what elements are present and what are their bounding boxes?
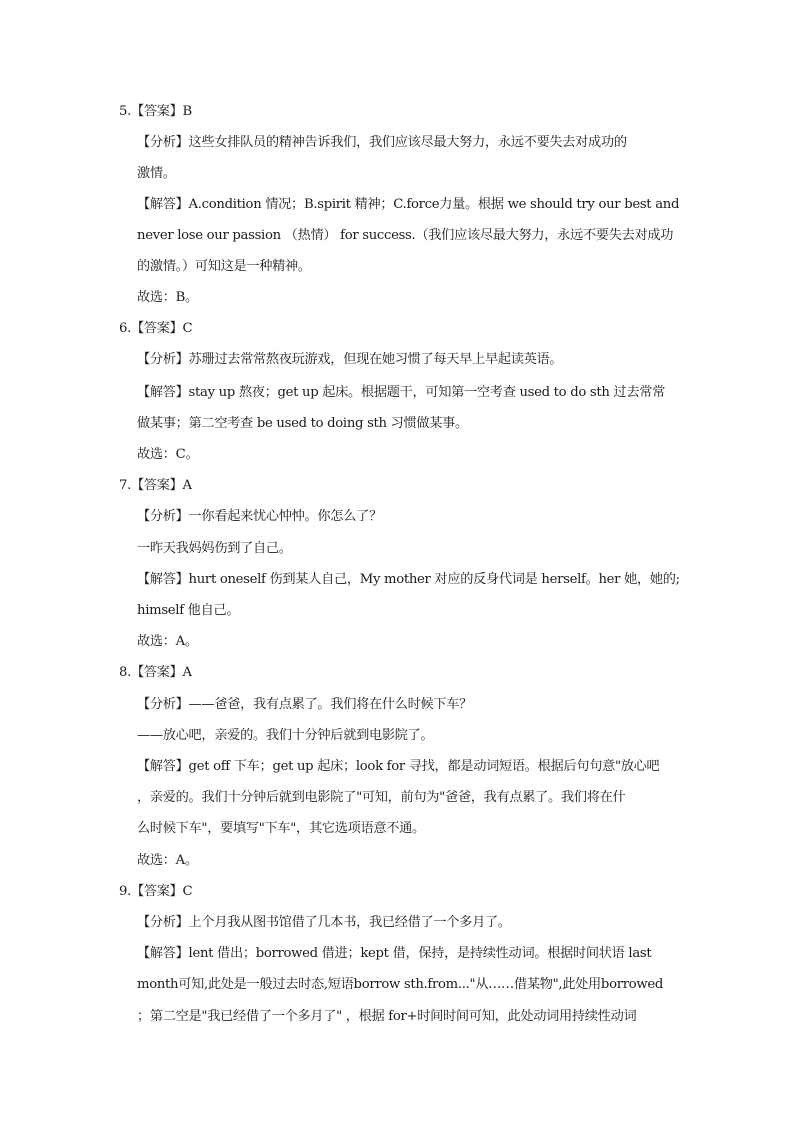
answer-8-analysis-cont: ——放心吧，亲爱的。我们十分钟后就到电影院了。 bbox=[137, 728, 434, 743]
answer-5-explanation: 【解答】A.condition 情况；B.spirit 精神；C.force力量。根据 we should try our best and bbox=[137, 197, 680, 212]
answer-5-explanation-cont: 的激情。）可知这是一种精神。 bbox=[137, 259, 311, 274]
answer-8-heading: 8.【答案】A bbox=[119, 665, 192, 680]
answer-5-analysis-cont: 激情。 bbox=[137, 166, 176, 181]
answer-8-explanation-cont: 么时候下车"，要填写"下车"，其它选项语意不通。 bbox=[137, 821, 425, 836]
answer-9-heading: 9.【答案】C bbox=[119, 884, 193, 899]
answer-6-choice: 故选：C。 bbox=[137, 447, 199, 462]
answer-7-heading: 7.【答案】A bbox=[119, 478, 192, 493]
answer-9-explanation: 【解答】lent 借出；borrowed 借进；kept 借，保持，是持续性动词。根据时间状语 last bbox=[137, 946, 652, 961]
answer-7-explanation-cont: himself 他自己。 bbox=[137, 603, 240, 618]
answer-6-explanation: 【解答】stay up 熬夜；get up 起床。根据题干，可知第一空考查 used to do sth 过去常常 bbox=[137, 385, 665, 400]
answer-7-choice: 故选：A。 bbox=[137, 634, 198, 649]
answer-9-explanation-cont: ；第二空是"我已经借了一个多月了" ，根据 for+时间时间可知，此处动词用持续性动词 bbox=[137, 1009, 637, 1024]
answer-8-explanation: 【解答】get off 下车；get up 起床；look for 寻找，都是动词短语。根据后句句意"放心吧 bbox=[137, 759, 660, 774]
answer-8-analysis: 【分析】——爸爸，我有点累了。我们将在什么时候下车？ bbox=[137, 697, 473, 712]
answer-5-heading: 5.【答案】B bbox=[119, 104, 192, 119]
answer-6-analysis: 【分析】苏珊过去常常熬夜玩游戏，但现在她习惯了每天早上早起读英语。 bbox=[137, 352, 563, 367]
answer-8-choice: 故选：A。 bbox=[137, 853, 198, 868]
answer-6-heading: 6.【答案】C bbox=[119, 321, 193, 336]
answer-5-analysis: 【分析】这些女排队员的精神告诉我们，我们应该尽最大努力，永远不要失去对成功的 bbox=[137, 135, 627, 150]
answer-6-explanation-cont: 做某事；第二空考查 be used to doing sth 习惯做某事。 bbox=[137, 416, 468, 431]
answer-5-explanation-cont: never lose our passion （热情） for success.（我们应该尽最大努力，永远不要失去对成功 bbox=[137, 228, 674, 243]
answer-7-explanation: 【解答】hurt oneself 伤到某人自己，My mother 对应的反身代词是 herself。her 她，她的; bbox=[137, 572, 680, 587]
answer-8-explanation-cont: ，亲爱的。我们十分钟后就到电影院了"可知，前句为"爸爸，我有点累了。我们将在什 bbox=[137, 790, 626, 805]
answer-9-explanation-cont: month可知,此处是一般过去时态,短语borrow sth.from..."从……借某物",此处用borrowed bbox=[137, 977, 663, 992]
answer-9-analysis: 【分析】上个月我从图书馆借了几本书，我已经借了一个多月了。 bbox=[137, 915, 511, 930]
answer-7-analysis: 【分析】一你看起来忧心忡忡。你怎么了？ bbox=[137, 509, 382, 524]
answer-5-choice: 故选：B。 bbox=[137, 290, 198, 305]
answer-7-analysis-cont: 一昨天我妈妈伤到了自己。 bbox=[137, 541, 292, 556]
